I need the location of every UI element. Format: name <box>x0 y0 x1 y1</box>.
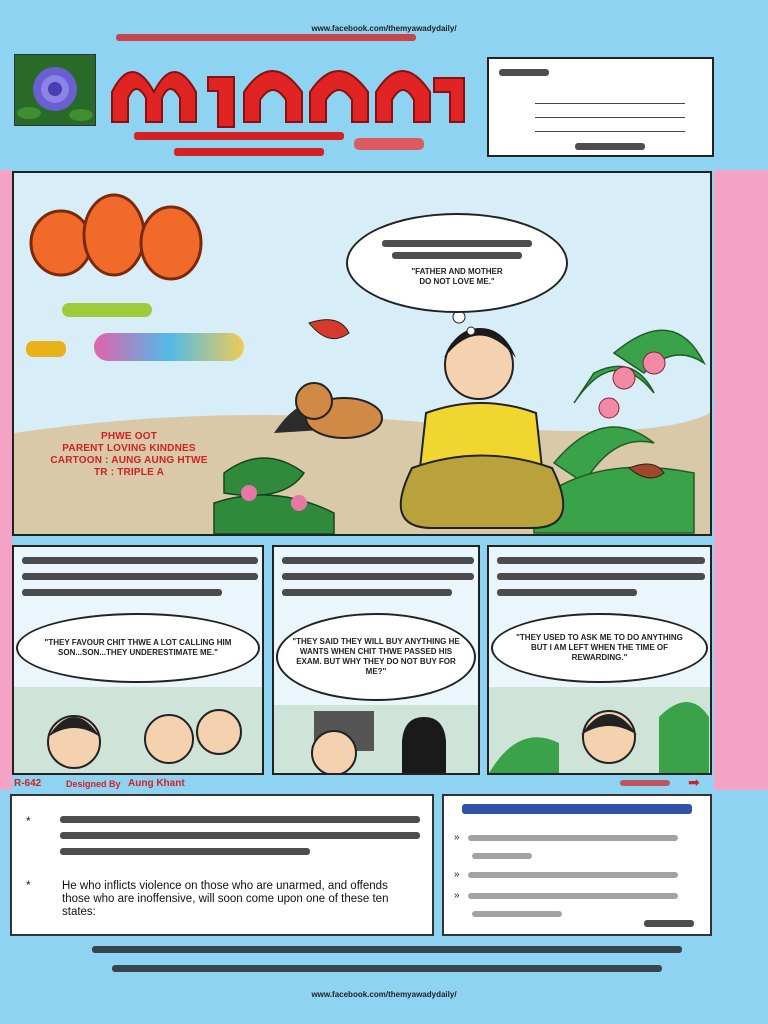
ethics-box <box>442 794 712 936</box>
designed-by-label: Designed By <box>66 779 121 789</box>
footer-address-line-1 <box>92 946 682 953</box>
credit-translator: TR : TRIPLE A <box>93 467 164 478</box>
ethics-source <box>644 920 694 927</box>
story-title-art <box>62 303 152 317</box>
top-url[interactable]: www.facebook.com/themyawadydaily/ <box>311 24 457 33</box>
mailing-address-box <box>487 57 714 157</box>
panel-3-art <box>489 687 710 773</box>
ethics-heading <box>462 804 692 814</box>
comic-credits <box>29 431 229 479</box>
proverb-myanmar-text <box>60 816 420 855</box>
proverb-box <box>10 794 434 936</box>
address-line-1 <box>535 103 685 104</box>
masthead-title <box>104 32 484 172</box>
panel-3-myanmar-text <box>497 557 705 596</box>
proverb-english: He who inflicts violence on those who are unarmed, and offends those who are inoffensive, will soon come upon one of these ten states: <box>62 880 389 919</box>
address-line-2 <box>535 117 685 118</box>
footer-address-line-2 <box>112 965 662 972</box>
proverb-star-1: * <box>26 814 31 828</box>
credit-title: PHWE OOT <box>100 431 158 442</box>
designer-name: Aung Khant <box>128 778 185 789</box>
credit-cartoon: CARTOON : AUNG AUNG HTWE <box>50 455 208 466</box>
panel-1-myanmar-text <box>22 557 258 596</box>
comic-code: R-642 <box>14 778 42 789</box>
pink-side-band-left <box>0 170 12 790</box>
comic-panel-1 <box>12 545 264 775</box>
panel-3-bubble <box>491 613 708 683</box>
panel-3-bubble-english: "THEY USED TO ASK ME TO DO ANYTHING BUT I AM LEFT WHEN THE TIME OF REWARDING." <box>516 633 683 662</box>
return-address-label <box>575 143 645 150</box>
bubble-myanmar-text <box>382 240 532 267</box>
comic-main-panel <box>12 171 712 536</box>
credit-subtitle: PARENT LOVING KINDNES <box>62 443 196 454</box>
pink-side-band <box>714 170 768 790</box>
panel-1-art <box>14 687 262 773</box>
ethics-rules: » » » <box>454 832 704 927</box>
main-bubble-english: "FATHER AND MOTHER DO NOT LOVE ME." <box>411 266 503 286</box>
author-credit-art-2 <box>94 333 244 361</box>
addressee-label <box>499 69 549 76</box>
panel-1-bubble <box>16 613 260 683</box>
panel-2-bubble <box>276 613 476 701</box>
bottom-url[interactable]: www.facebook.com/themyawadydaily/ <box>311 990 457 999</box>
address-line-3 <box>535 131 685 132</box>
continue-arrow-icon: ➡ <box>688 774 700 790</box>
main-thought-bubble <box>346 213 568 313</box>
rose-image <box>14 54 96 126</box>
panel-2-art <box>274 705 478 773</box>
panel-2-myanmar-text <box>282 557 474 596</box>
continue-note <box>620 780 670 786</box>
author-credit-art <box>26 341 66 357</box>
panel-2-bubble-english: "THEY SAID THEY WILL BUY ANYTHING HE WANTS WHEN CHIT THWE PASSED HIS EXAM. BUT WHY THEY DO NOT BUY FOR ME?" <box>292 637 460 676</box>
comic-panel-3 <box>487 545 712 775</box>
proverb-star-2: * <box>26 878 31 892</box>
comic-title-logo <box>26 183 216 293</box>
comic-panel-2 <box>272 545 480 775</box>
panel-1-bubble-english: "THEY FAVOUR CHIT THWE A LOT CALLING HIM SON...SON...THEY UNDERESTIMATE ME." <box>44 638 232 657</box>
